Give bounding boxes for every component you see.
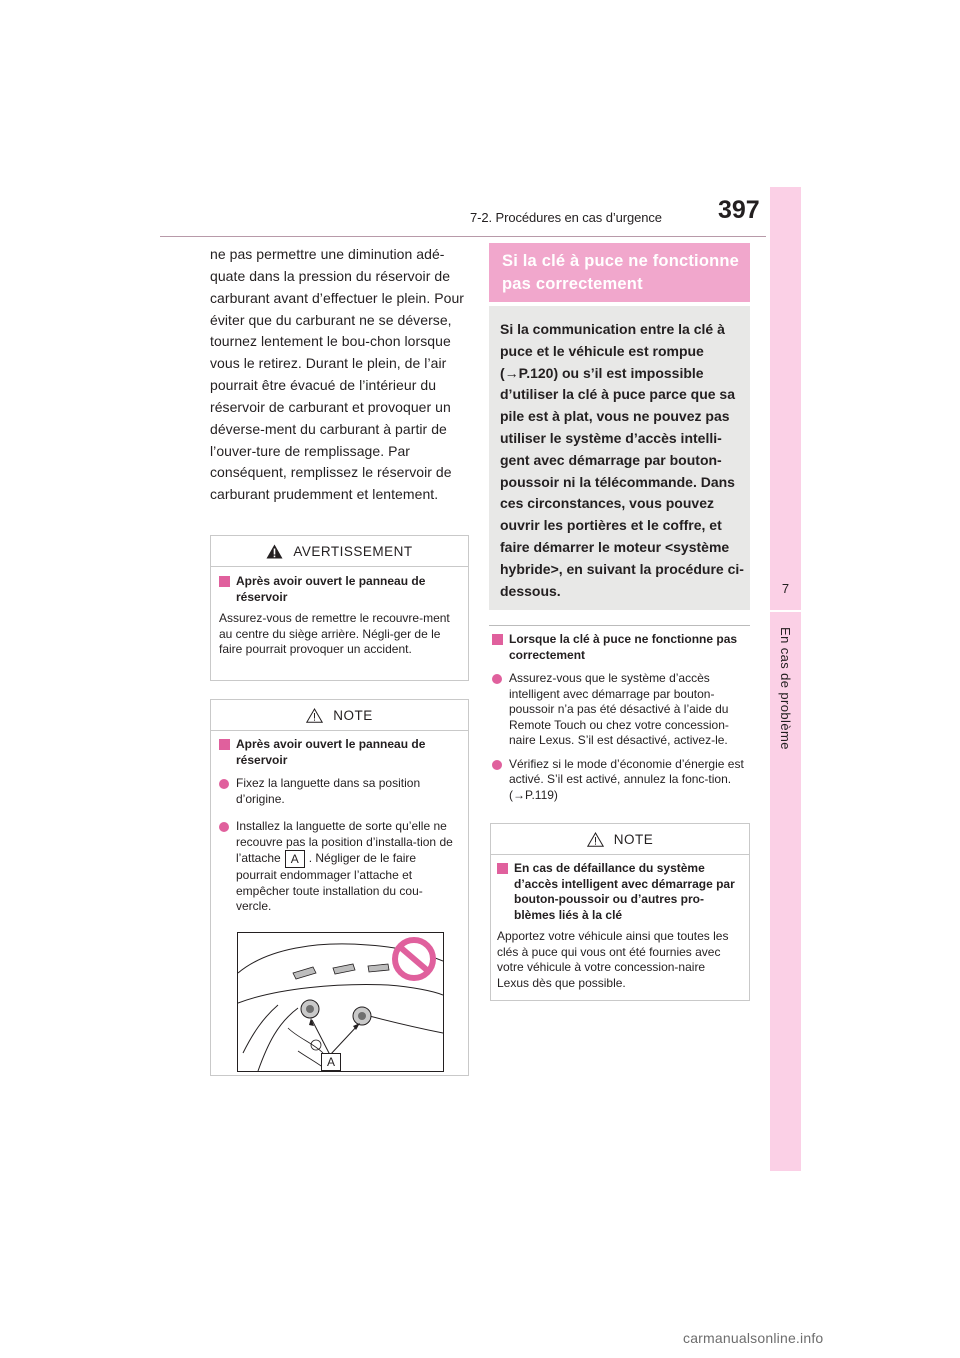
round-bullet-icon — [492, 760, 502, 770]
note-bullet-2-text: Installez la languette de sorte qu’elle ne recouvre pas la position d’installa-tion de l’attache — [236, 819, 453, 866]
note-right-text: Apportez votre véhicule ainsi que toutes les clés à puce qui vous ont été fournies avec votre véhicule à votre concession-naire Lexus dès que possible. — [497, 929, 729, 990]
caution-triangle-icon — [306, 708, 323, 723]
note-right-title-text: NOTE — [613, 831, 654, 847]
watermark: carmanualsonline.info — [683, 1330, 824, 1346]
warning-title-text: AVERTISSEMENT — [293, 543, 413, 559]
note-title-text: NOTE — [333, 707, 373, 723]
note-heading — [219, 737, 458, 768]
warning-triangle-icon — [266, 544, 283, 559]
square-bullet-icon — [492, 634, 503, 645]
smart-key-subheading-text: Lorsque la clé à puce ne fonctionne pas correctement — [509, 632, 738, 662]
note-heading-text: Après avoir ouvert le panneau de réservoir — [236, 737, 426, 767]
warning-heading-text: Après avoir ouvert le panneau de réservoir — [236, 574, 426, 604]
round-bullet-icon — [219, 779, 229, 789]
caution-triangle-icon — [587, 832, 604, 847]
round-bullet-icon — [219, 822, 229, 832]
warning-box — [210, 535, 469, 681]
note-box-left — [210, 699, 469, 1076]
callout-a-marker: A — [285, 850, 305, 868]
note-box-right — [490, 823, 750, 1001]
illustration-drawing — [238, 933, 443, 1071]
chapter-title: En cas de problème — [778, 627, 793, 750]
chapter-number: 7 — [781, 581, 790, 596]
section-heading: Si la clé à puce ne fonctionne pas correctement — [489, 243, 750, 302]
note-box-right-title — [491, 824, 749, 855]
smart-key-bullet-1-text: Assurez-vous que le système d’accès intelligent avec démarrage par bouton-poussoir n’a pas été désactivé à l’aide du Remote Touch ou chez votre concession-naire Lexus. S’il est désactivé, activez-le. — [509, 671, 729, 747]
note-right-heading — [497, 861, 739, 923]
warning-heading — [219, 574, 458, 605]
note-box-left-title — [211, 700, 468, 731]
note-right-heading-text: En cas de défaillance du système d’accès intelligent avec démarrage par bouton-poussoir ou d’autres pro-blèmes liés à la clé — [514, 861, 735, 922]
warning-text: Assurez-vous de remettre le recouvre-ment au centre du siège arrière. Négli-ger de le faire pourrait provoquer un accident. — [219, 611, 450, 656]
section-divider — [489, 625, 750, 626]
chapter-side-tab[interactable] — [770, 187, 801, 1171]
smart-key-bullet-2-text: Vérifiez si le mode d’économie d’énergie est activé. S’il est activé, annulez la fonc-tion. (→P.119) — [509, 756, 744, 802]
square-bullet-icon — [219, 739, 230, 750]
smart-key-bullet-2 — [492, 757, 750, 804]
warning-box-title — [211, 536, 468, 567]
note-bullet-1 — [219, 776, 458, 807]
square-bullet-icon — [497, 863, 508, 874]
round-bullet-icon — [492, 674, 502, 684]
header-divider — [160, 236, 766, 237]
square-bullet-icon — [219, 576, 230, 587]
note-bullet-2 — [219, 819, 458, 915]
smart-key-instructions — [492, 632, 750, 803]
figure-callout-a: A — [321, 1053, 341, 1071]
page-number: 397 — [718, 196, 760, 224]
note-bullet-1-text: Fixez la languette dans sa position d’origine. — [236, 776, 421, 806]
fuel-tab-illustration — [237, 932, 444, 1072]
note-bullet-2-text-end: . Négliger de le faire pourrait endommager l’attache et empêcher toute installation du cou-vercle. — [236, 851, 423, 913]
section-title: 7-2. Procédures en cas d’urgence — [470, 210, 662, 225]
summary-box: Si la communication entre la clé à puce et le véhicule est rompue (→P.120) ou s’il est impossible d’utiliser la clé à puce parce que sa pile est à plat, vous ne pouvez pas utiliser le système d’accès intelli-gent avec démarrage par bouton-poussoir ni la télécommande. Dans ces circonstances, vous pouvez ouvrir les portières et le coffre, et faire démarrer le moteur <système hybride>, en suivant la procédure ci-dessous. — [489, 306, 750, 610]
smart-key-bullet-1 — [492, 671, 750, 749]
chapter-tab-divider — [770, 610, 801, 612]
smart-key-subheading — [492, 632, 750, 663]
intro-paragraph: ne pas permettre une diminution adé-quate dans la pression du réservoir de carburant avant d’effectuer le plein. Pour éviter que du carburant ne se déverse, tournez lentement le bou-chon lorsque vous le retirez. Durant le plein, de l’air pourrait être évacué de l’intérieur du réservoir de carburant et provoquer un déverse-ment du carburant à partir de l’ouver-ture de remplissage. Par conséquent, remplissez le réservoir de carburant prudemment et lentement. — [210, 246, 464, 503]
